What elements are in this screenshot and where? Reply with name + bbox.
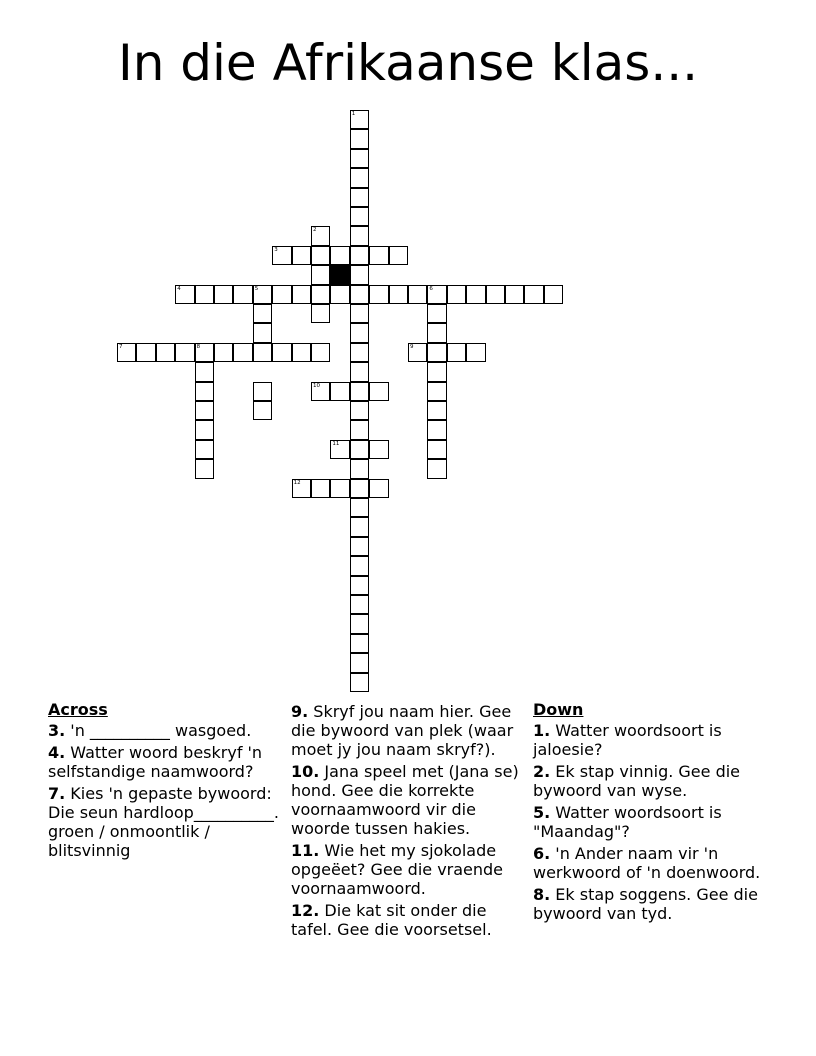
grid-cell[interactable] [272, 246, 291, 265]
clue-down-5 [533, 803, 778, 841]
clue-down-6 [533, 844, 778, 882]
clue-number-label: 12 [293, 479, 301, 486]
clue-text: Watter woord beskryf 'n selfstandige naamwoord? [48, 743, 263, 781]
grid-cell[interactable] [350, 207, 369, 226]
grid-cell[interactable] [427, 285, 446, 304]
clue-text: Ek stap vinnig. Gee die bywoord van wyse. [533, 762, 741, 800]
clue-text: Skryf jou naam hier. Gee die bywoord van plek (waar moet jy jou naam skryf?). [291, 702, 514, 759]
grid-cell[interactable] [427, 440, 446, 459]
grid-cell[interactable] [350, 382, 369, 401]
grid-cell[interactable] [505, 285, 524, 304]
clue-across-12 [291, 901, 527, 939]
clue-text: Jana speel met (Jana se) hond. Gee die korrekte voornaamwoord vir die woorde tussen hakies. [291, 762, 519, 838]
clue-number: 8. [533, 885, 551, 904]
grid-cell[interactable] [253, 285, 272, 304]
clue-number-label: 1 [351, 111, 356, 117]
grid-cell[interactable] [350, 479, 369, 498]
grid-cell[interactable] [311, 304, 330, 323]
grid-cell[interactable] [195, 440, 214, 459]
grid-cell[interactable] [253, 382, 272, 401]
clue-across-10 [291, 762, 527, 838]
down-clues [533, 700, 778, 926]
grid-cell[interactable] [175, 285, 194, 304]
grid-cell[interactable] [427, 459, 446, 478]
clue-number-label: 6 [429, 285, 433, 292]
clue-across-11 [291, 841, 527, 898]
grid-cell[interactable] [330, 382, 349, 401]
clue-across-9 [291, 702, 527, 759]
clue-number-label: 8 [196, 343, 201, 350]
clue-text: Watter woordsoort is "Maandag"? [533, 803, 722, 841]
clue-number-label: 11 [332, 440, 340, 447]
grid-cell[interactable] [466, 285, 485, 304]
clue-number: 3. [48, 721, 66, 740]
grid-cell[interactable] [350, 265, 369, 284]
grid-cell[interactable] [350, 420, 369, 439]
grid-cell[interactable] [447, 285, 466, 304]
clue-down-2 [533, 762, 778, 800]
grid-cell[interactable] [330, 440, 349, 459]
grid-cell[interactable] [350, 129, 369, 148]
grid-cell[interactable] [369, 246, 388, 265]
clue-text: 'n Ander naam vir 'n werkwoord of 'n doenwoord. [533, 844, 761, 882]
clue-text: Die kat sit onder die tafel. Gee die voorsetsel. [291, 901, 492, 939]
grid-cell[interactable] [427, 343, 446, 362]
clue-across-4 [48, 743, 288, 781]
grid-cell[interactable] [369, 440, 388, 459]
grid-cell[interactable] [447, 343, 466, 362]
clue-across-7 [48, 784, 288, 860]
grid-cell[interactable] [253, 304, 272, 323]
clue-text: Wie het my sjokolade opgeëet? Gee die vraende voornaamwoord. [291, 841, 504, 898]
grid-cell[interactable] [311, 226, 330, 245]
grid-cell[interactable] [350, 323, 369, 342]
clue-number: 4. [48, 743, 66, 762]
grid-cell[interactable] [369, 382, 388, 401]
grid-cell[interactable] [195, 362, 214, 381]
grid-cell[interactable] [233, 285, 252, 304]
grid-cell[interactable] [524, 285, 543, 304]
clue-down-1 [533, 721, 778, 759]
grid-cell[interactable] [195, 343, 214, 362]
black-cell [330, 265, 349, 284]
grid-cell[interactable] [292, 246, 311, 265]
grid-cell[interactable] [311, 382, 330, 401]
clue-number-label: 7 [119, 343, 123, 350]
grid-cell[interactable] [427, 401, 446, 420]
grid-cell[interactable] [350, 401, 369, 420]
grid-cell[interactable] [486, 285, 505, 304]
clue-number-label: 5 [254, 285, 259, 292]
grid-cell[interactable] [350, 595, 369, 614]
grid-cell[interactable] [350, 440, 369, 459]
across-heading: Across [48, 700, 108, 719]
grid-cell[interactable] [311, 285, 330, 304]
clue-down-8 [533, 885, 778, 923]
clue-number-label: 10 [313, 382, 320, 389]
grid-cell[interactable] [544, 285, 563, 304]
grid-cell[interactable] [330, 479, 349, 498]
grid-cell[interactable] [233, 343, 252, 362]
grid-cell[interactable] [253, 323, 272, 342]
grid-cell[interactable] [253, 343, 272, 362]
grid-cell[interactable] [350, 517, 369, 536]
clue-across-3 [48, 721, 288, 740]
grid-cell[interactable] [195, 382, 214, 401]
grid-cell[interactable] [195, 459, 214, 478]
across-clues-continued [291, 700, 527, 942]
clue-number: 5. [533, 803, 551, 822]
grid-cell[interactable] [389, 246, 408, 265]
grid-cell[interactable] [350, 246, 369, 265]
grid-cell[interactable] [408, 285, 427, 304]
grid-cell[interactable] [195, 285, 214, 304]
clue-number-label: 2 [313, 227, 317, 234]
grid-cell[interactable] [195, 401, 214, 420]
grid-cell[interactable] [292, 285, 311, 304]
clue-number-label: 9 [410, 343, 414, 350]
across-clues [48, 700, 288, 863]
grid-cell[interactable] [253, 401, 272, 420]
clue-number-label: 3 [274, 246, 278, 253]
page-title: In die Afrikaanse klas... [117, 34, 699, 92]
grid-cell[interactable] [350, 537, 369, 556]
clue-number: 10. [291, 762, 320, 781]
grid-cell[interactable] [427, 323, 446, 342]
clue-number: 6. [533, 844, 551, 863]
grid-cell[interactable] [330, 246, 349, 265]
grid-cell[interactable] [408, 343, 427, 362]
grid-cell[interactable] [272, 285, 291, 304]
grid-cell[interactable] [466, 343, 485, 362]
grid-cell[interactable] [350, 168, 369, 187]
grid-cell[interactable] [427, 382, 446, 401]
grid-cell[interactable] [292, 343, 311, 362]
grid-cell[interactable] [427, 420, 446, 439]
grid-cell[interactable] [311, 246, 330, 265]
grid-cell[interactable] [350, 614, 369, 633]
grid-cell[interactable] [350, 673, 369, 692]
grid-cell[interactable] [350, 653, 369, 672]
grid-cell[interactable] [427, 304, 446, 323]
grid-cell[interactable] [389, 285, 408, 304]
grid-cell[interactable] [117, 343, 136, 362]
grid-cell[interactable] [156, 343, 175, 362]
grid-cell[interactable] [311, 343, 330, 362]
grid-cell[interactable] [214, 343, 233, 362]
clue-text: Kies 'n gepaste bywoord: Die seun hardloop__________. groen / onmoontlik / blitsvinnig [48, 784, 279, 860]
grid-cell[interactable] [311, 265, 330, 284]
grid-cell[interactable] [350, 459, 369, 478]
grid-cell[interactable] [175, 343, 194, 362]
clue-text: Watter woordsoort is jaloesie? [533, 721, 722, 759]
clue-text: Ek stap soggens. Gee die bywoord van tyd. [533, 885, 758, 923]
clue-number: 2. [533, 762, 551, 781]
grid-cell[interactable] [214, 285, 233, 304]
clue-text: 'n __________ wasgoed. [65, 721, 252, 740]
grid-cell[interactable] [350, 304, 369, 323]
clue-number-label: 4 [177, 285, 181, 292]
grid-cell[interactable] [369, 479, 388, 498]
grid-cell[interactable] [311, 479, 330, 498]
grid-cell[interactable] [350, 576, 369, 595]
grid-cell[interactable] [292, 479, 311, 498]
grid-cell[interactable] [350, 362, 369, 381]
grid-cell[interactable] [350, 285, 369, 304]
clue-number: 1. [533, 721, 551, 740]
grid-cell[interactable] [350, 226, 369, 245]
clue-number: 12. [291, 901, 320, 920]
grid-cell[interactable] [272, 343, 291, 362]
grid-cell[interactable] [427, 362, 446, 381]
grid-cell[interactable] [350, 634, 369, 653]
clue-number: 7. [48, 784, 66, 803]
grid-cell[interactable] [350, 498, 369, 517]
grid-cell[interactable] [350, 188, 369, 207]
grid-cell[interactable] [350, 110, 369, 129]
grid-cell[interactable] [136, 343, 155, 362]
grid-cell[interactable] [330, 285, 349, 304]
grid-cell[interactable] [350, 343, 369, 362]
grid-cell[interactable] [350, 556, 369, 575]
clue-number: 11. [291, 841, 320, 860]
clue-number: 9. [291, 702, 309, 721]
down-heading: Down [533, 700, 584, 719]
grid-cell[interactable] [195, 420, 214, 439]
grid-cell[interactable] [369, 285, 388, 304]
grid-cell[interactable] [350, 149, 369, 168]
